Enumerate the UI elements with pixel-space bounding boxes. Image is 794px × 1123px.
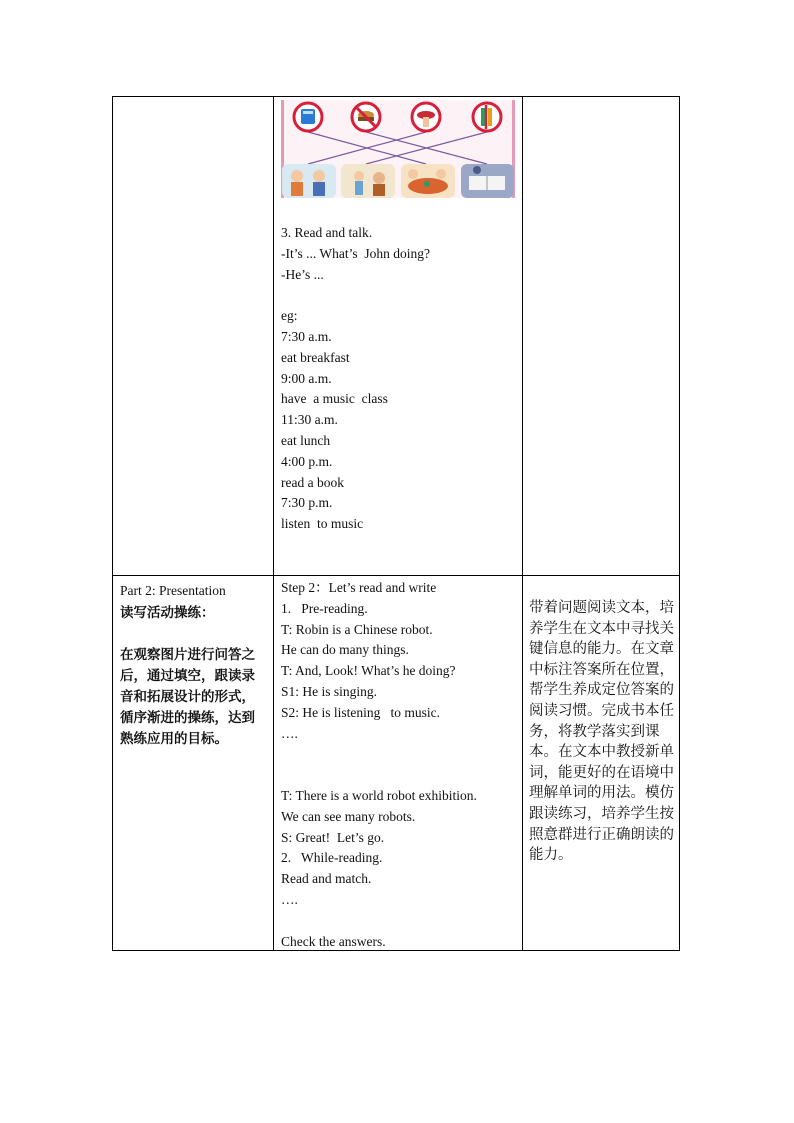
reading-scene	[461, 164, 514, 198]
burger-sign-icon	[352, 103, 380, 131]
robot-fist-icon	[294, 103, 322, 131]
text-line: T: Robin is a Chinese robot.	[281, 621, 433, 637]
text-line: T: And, Look! What’s he doing?	[281, 663, 456, 679]
design-intent: 带着问题阅读文本，培养学生在文本中寻找关键信息的能力。在文章中标注答案所在位置，帮学生养成定位答案的阅读习惯。完成书本任务，将教学落实到课本。在文本中教授新单词，能更好的在语境中理解单词的用法。模仿跟读练习，培养学生按照意群进行正确朗读的能力。	[529, 600, 674, 864]
text-line: eg:	[281, 308, 298, 324]
classroom-scene	[282, 164, 336, 198]
text-line: have a music class	[281, 391, 388, 407]
text-line: read a book	[281, 474, 344, 490]
music-scene	[341, 164, 395, 198]
mouth-sign-icon	[412, 103, 440, 131]
text-line: eat lunch	[281, 432, 331, 448]
book-sign-icon	[473, 103, 501, 131]
stage-title: Part 2: Presentation	[120, 583, 226, 598]
text-line: eat breakfast	[281, 349, 350, 365]
text-line: 7:30 a.m.	[281, 328, 332, 344]
text-line: We can see many robots.	[281, 808, 416, 824]
text-line: -It’s ... What’s John doing?	[281, 245, 430, 261]
column-divider	[273, 576, 274, 950]
text-line: -He’s ...	[281, 266, 324, 282]
text-line: S2: He is listening to music.	[281, 704, 441, 720]
text-line: 11:30 a.m.	[281, 412, 338, 428]
stage-description: 在观察图片进行问答之后，通过填空，跟读录音和拓展设计的形式，循序渐进的操练，达到熟练应用的目标。	[120, 646, 255, 747]
text-line: 2. While-reading.	[281, 850, 383, 866]
text-line	[281, 911, 517, 932]
text-line: S1: He is singing.	[281, 683, 378, 699]
text-line: 7:30 p.m.	[281, 495, 333, 511]
text-line: 1. Pre-reading.	[281, 600, 368, 616]
column-divider	[522, 97, 523, 575]
text-line: S: Great! Let’s go.	[281, 829, 385, 845]
activity-text	[281, 223, 517, 535]
activity-text	[281, 578, 517, 952]
table-row	[112, 575, 680, 951]
column-divider	[522, 576, 523, 950]
text-line: 9:00 a.m.	[281, 370, 332, 386]
lunch-scene	[401, 164, 455, 198]
stage-column	[120, 581, 268, 750]
text-line: Check the answers.	[281, 933, 386, 949]
text-line: He can do many things.	[281, 642, 409, 658]
text-line	[281, 285, 517, 306]
text-line: ….	[281, 891, 298, 907]
text-line	[281, 765, 517, 786]
text-line	[281, 744, 517, 765]
column-divider	[273, 97, 274, 575]
text-line: Step 2：Let’s read and write	[281, 580, 437, 595]
text-line: listen to music	[281, 516, 364, 532]
text-line: Read and match.	[281, 871, 372, 887]
text-line: 3. Read and talk.	[281, 225, 373, 240]
text-line: T: There is a world robot exhibition.	[281, 787, 477, 803]
table-row	[112, 96, 680, 576]
text-line: 4:00 p.m.	[281, 453, 333, 469]
matching-picture	[281, 100, 515, 198]
text-line: ….	[281, 725, 298, 741]
stage-heading: 读写活动操练：	[120, 604, 215, 621]
